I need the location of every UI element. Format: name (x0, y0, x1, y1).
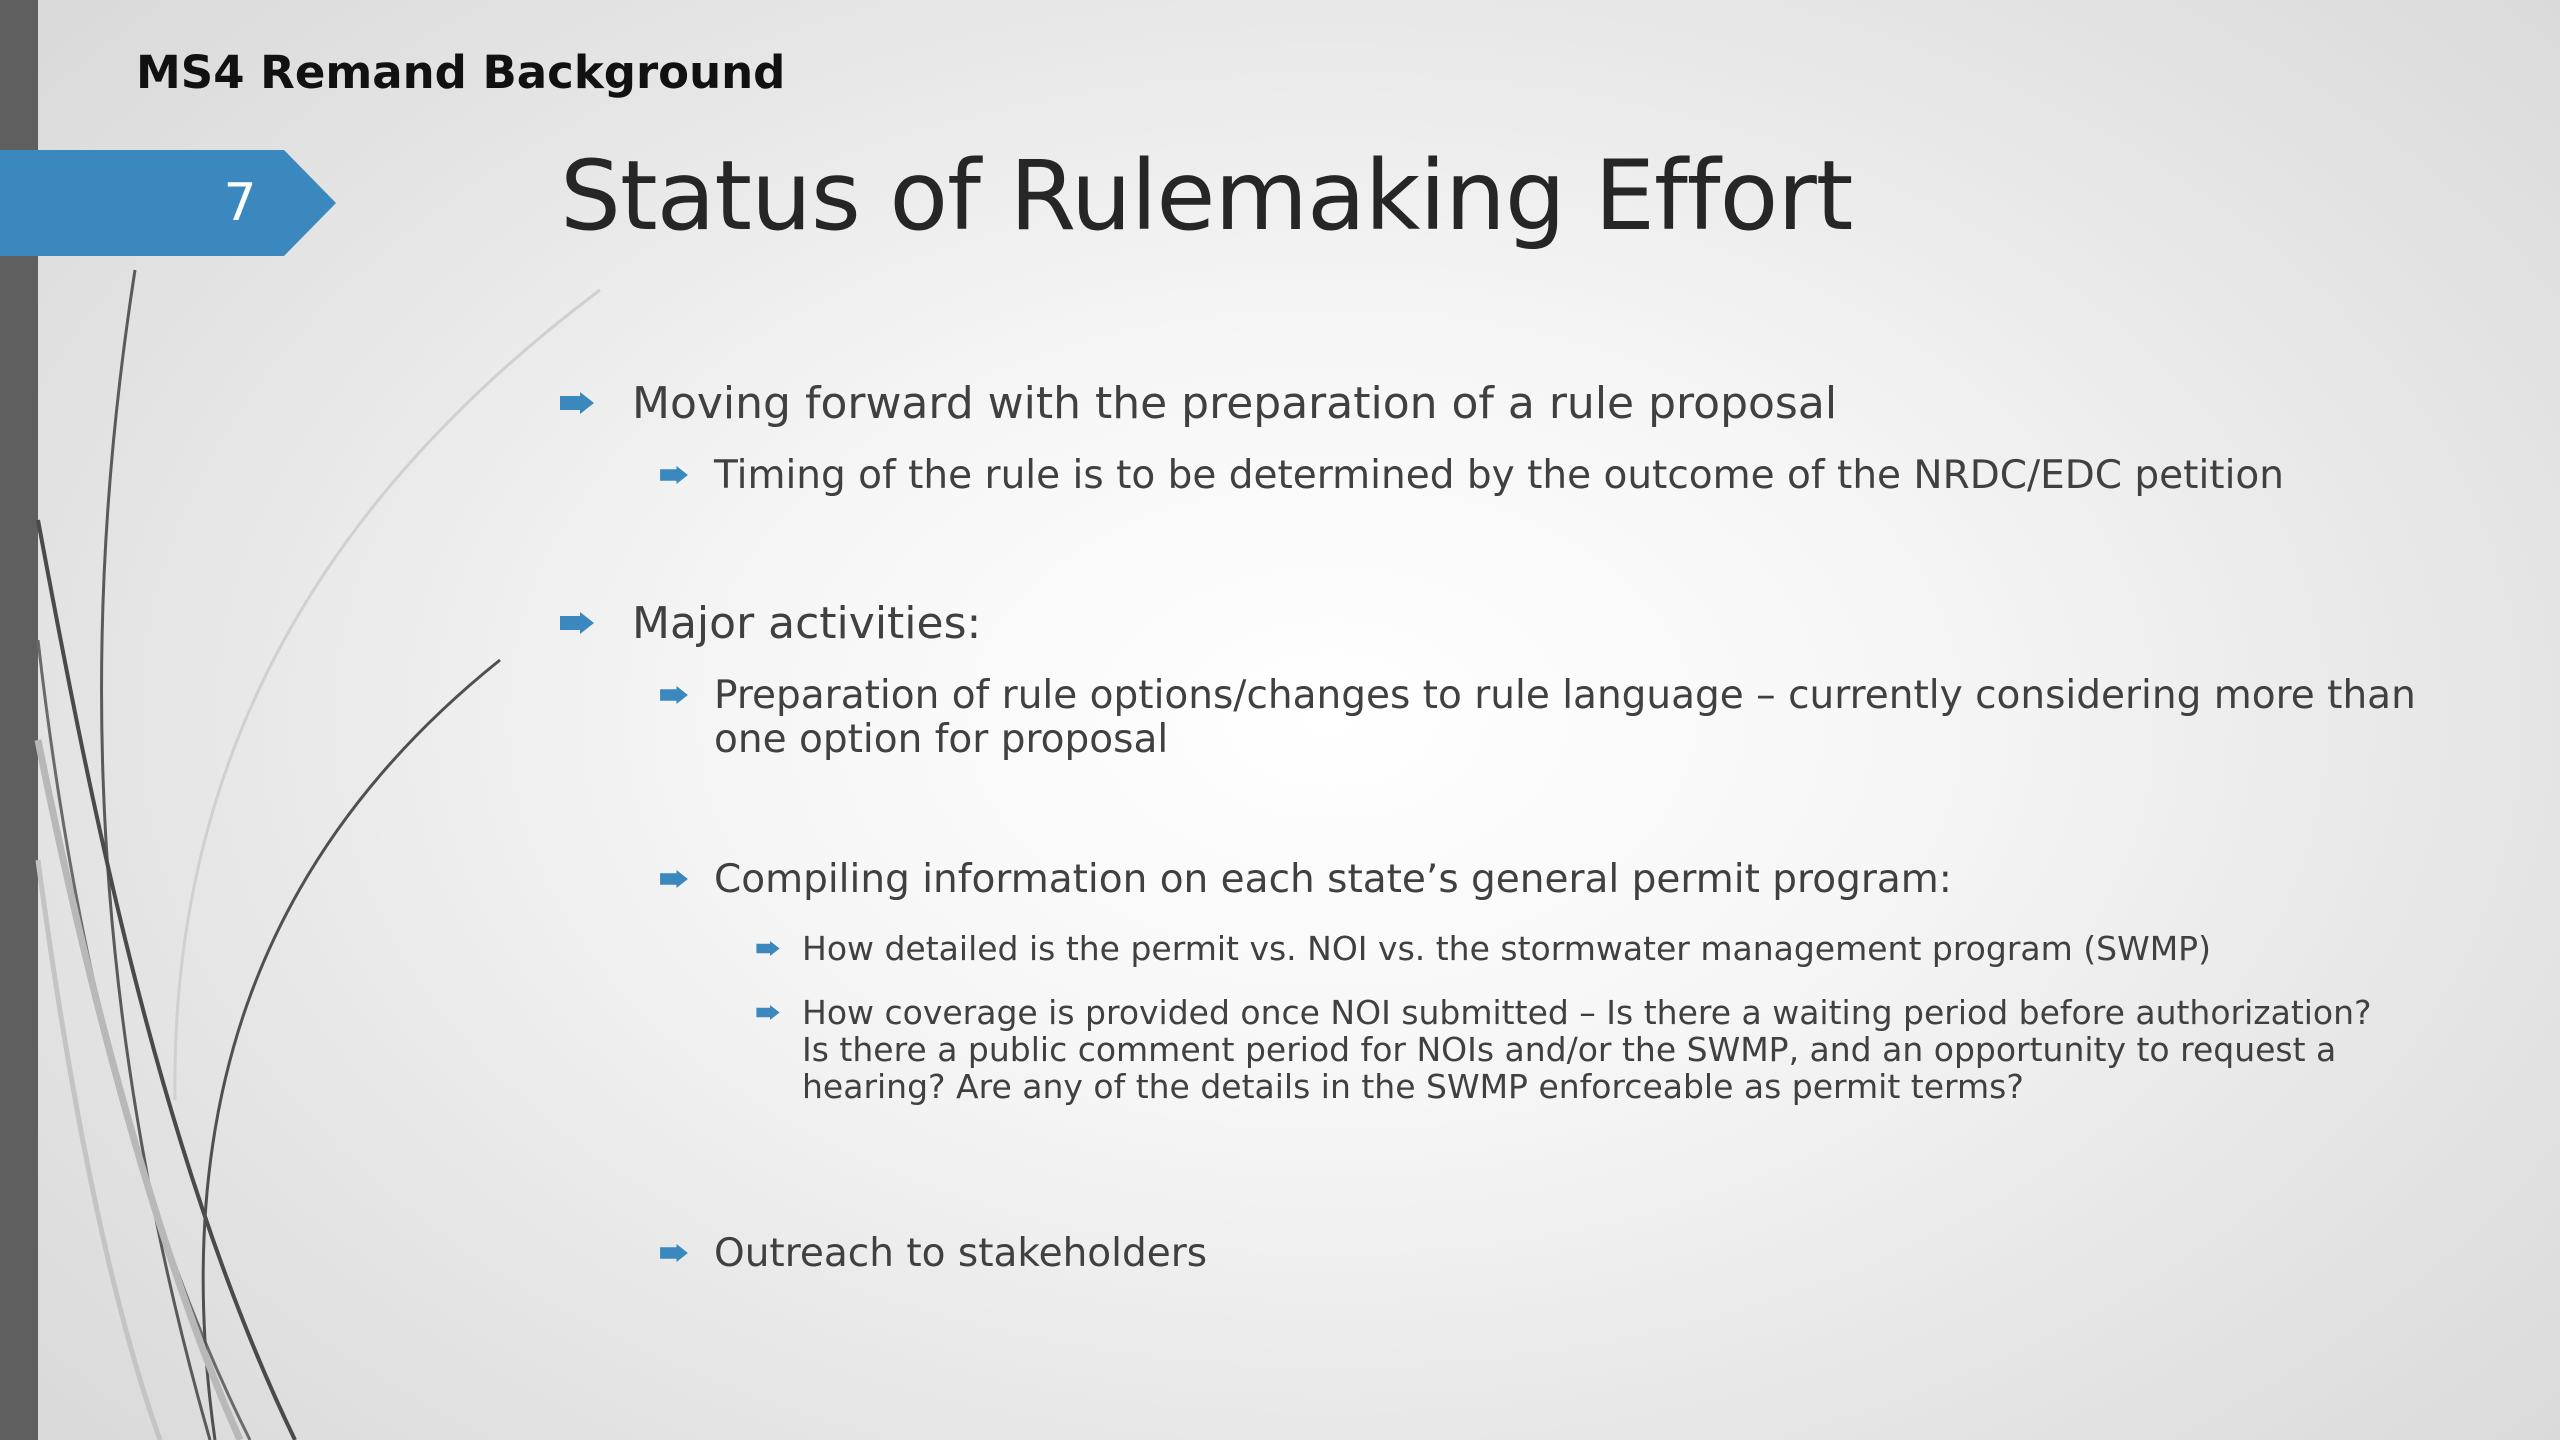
arrow-bullet-icon (560, 392, 594, 414)
bullet-text: Preparation of rule options/changes to rule language – currently considering more than one option for proposal (714, 673, 2416, 762)
arrow-bullet-icon (660, 870, 688, 888)
arrow-bullet-icon (560, 612, 594, 634)
bullet-text: Timing of the rule is to be determined by the outcome of the NRDC/EDC petition (714, 453, 2284, 498)
arrow-bullet-icon (756, 941, 780, 956)
bullet-text: How detailed is the permit vs. NOI vs. the stormwater management program (SWMP) (802, 929, 2211, 968)
section-header: MS4 Remand Background (136, 46, 786, 99)
bullet-text: Compiling information on each state’s general permit program: (714, 857, 1952, 902)
bullet-text: How coverage is provided once NOI submitted – Is there a waiting period before authorization? Is there a public comment period for NOIs and/or the SWMP, and an opportunity to request a hearing? Are any of the details in the SWMP enforceable as permit terms? (802, 993, 2372, 1106)
arrow-bullet-icon (756, 1005, 780, 1020)
bullet-text: Moving forward with the preparation of a rule proposal (632, 378, 1838, 429)
slide-number: 7 (223, 173, 257, 233)
arrow-bullet-icon (660, 686, 688, 704)
bullet-text: Outreach to stakeholders (714, 1231, 1208, 1276)
arrow-bullet-icon (660, 1244, 688, 1262)
bullet-item (660, 674, 2460, 762)
slide-number-chevron (0, 150, 336, 256)
bullet-item (560, 378, 2460, 430)
bullet-item (660, 1232, 2460, 1276)
arrow-bullet-icon (660, 466, 688, 484)
bullet-item (660, 454, 2460, 498)
bullet-text: Major activities: (632, 598, 982, 649)
slide-title: Status of Rulemaking Effort (560, 140, 1853, 252)
slide-number-tab (0, 150, 336, 256)
bullet-item (660, 858, 2460, 902)
bullet-item (560, 598, 2460, 650)
bullet-item (756, 994, 2460, 1105)
bullet-item (756, 930, 2460, 967)
